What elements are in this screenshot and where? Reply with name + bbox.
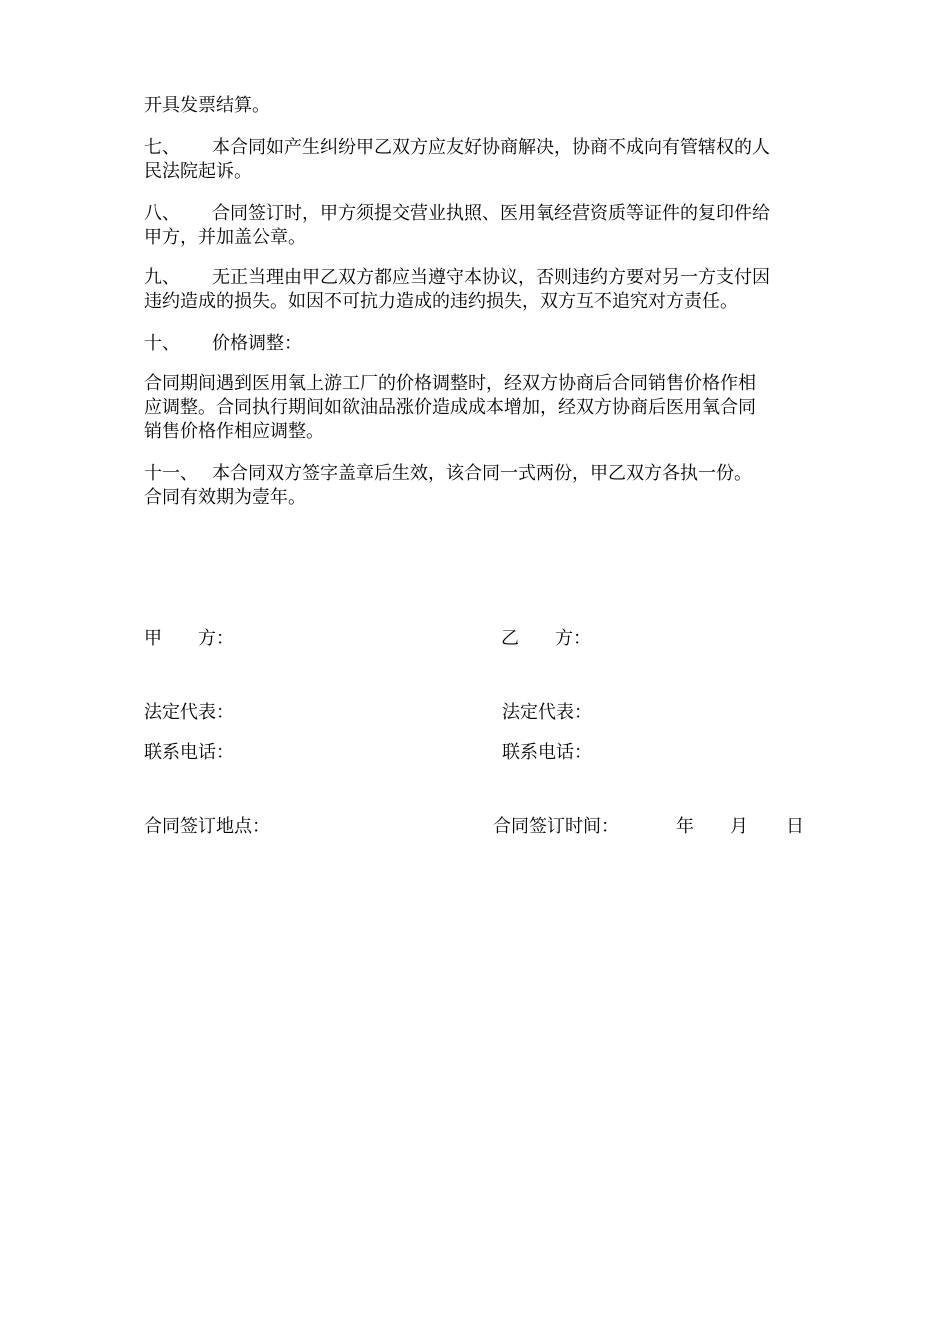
- phone-b-label: 联系电话：: [502, 742, 592, 763]
- clause-number: 七、: [144, 137, 180, 158]
- clause-number: 十、: [144, 333, 180, 354]
- text-line: 本合同如产生纠纷甲乙双方应友好协商解决，协商不成向有管辖权的人: [212, 137, 770, 158]
- year-label: 年: [676, 816, 694, 837]
- text-line: 合同期间遇到医用氧上游工厂的价格调整时，经双方协商后合同销售价格作相: [144, 373, 756, 394]
- party-a-label: 甲 方：: [144, 628, 234, 649]
- clause-11: [144, 462, 808, 510]
- month-label: 月: [730, 816, 748, 837]
- text-line: 无正当理由甲乙双方都应当遵守本协议，否则违约方要对另一方支付因: [212, 267, 770, 288]
- text-line: 价格调整：: [212, 333, 302, 354]
- signing-time-label: 合同签订时间：: [493, 816, 619, 837]
- party-b-label: 乙 方：: [501, 628, 591, 649]
- text-line: 合同有效期为壹年。: [144, 487, 306, 508]
- clause-number: 九、: [144, 267, 180, 288]
- text-line: 开具发票结算。: [144, 95, 270, 116]
- text-line: 销售价格作相应调整。: [144, 421, 324, 442]
- clause-number: 十一、: [144, 463, 198, 484]
- text-line: 民法院起诉。: [144, 161, 252, 182]
- clause-8: [144, 202, 808, 250]
- text-line: 本合同双方签字盖章后生效，该合同一式两份，甲乙双方各执一份。: [212, 463, 752, 484]
- clause-10: [144, 332, 808, 356]
- price-adjustment-paragraph: [144, 372, 808, 444]
- clause-continuation: [144, 94, 808, 118]
- text-line: 应调整。合同执行期间如欲油品涨价造成成本增加，经双方协商后医用氧合同: [144, 397, 756, 418]
- text-line: 甲方，并加盖公章。: [144, 227, 306, 248]
- phone-a-label: 联系电话：: [144, 742, 234, 763]
- clause-9: [144, 266, 808, 314]
- legal-rep-b-label: 法定代表：: [502, 702, 592, 723]
- day-label: 日: [786, 816, 804, 837]
- signing-place-label: 合同签订地点：: [144, 816, 270, 837]
- clause-number: 八、: [144, 203, 180, 224]
- text-line: 合同签订时，甲方须提交营业执照、医用氧经营资质等证件的复印件给: [212, 203, 770, 224]
- text-line: 违约造成的损失。如因不可抗力造成的违约损失，双方互不追究对方责任。: [144, 291, 738, 312]
- legal-rep-a-label: 法定代表：: [144, 702, 234, 723]
- clause-7: [144, 136, 808, 184]
